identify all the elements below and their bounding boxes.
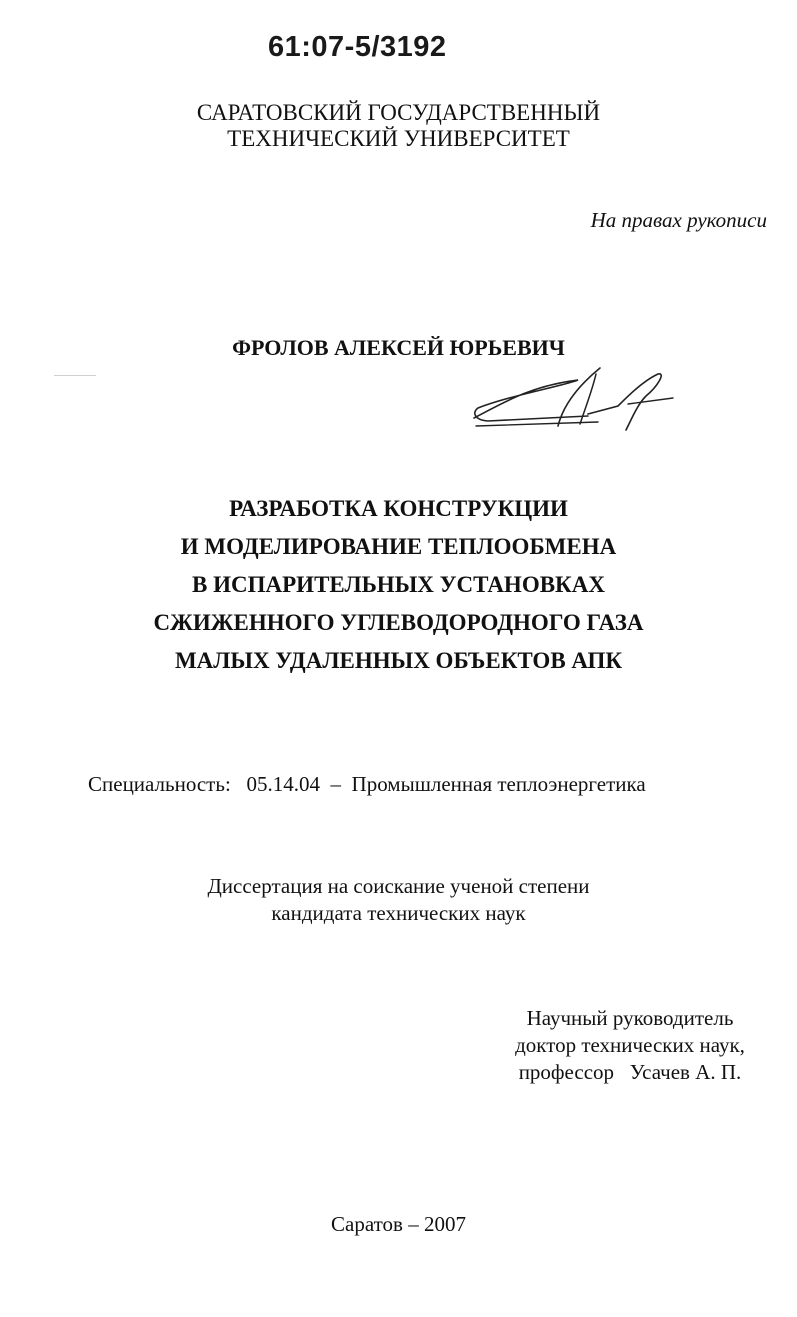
title-line-1: РАЗРАБОТКА КОНСТРУКЦИИ [229, 496, 568, 521]
supervisor-line-3: профессор Усачев А. П. [518, 1060, 742, 1084]
title-line-5: МАЛЫХ УДАЛЕННЫХ ОБЪЕКТОВ АПК [174, 648, 623, 673]
title-line-3: В ИСПАРИТЕЛЬНЫХ УСТАНОВКАХ [192, 572, 605, 597]
dissertation-line-1: Диссертация на соискание ученой степени [207, 874, 590, 898]
university-name-line-1: САРАТОВСКИЙ ГОСУДАРСТВЕННЫЙ [196, 100, 601, 125]
author-name: ФРОЛОВ АЛЕКСЕЙ ЮРЬЕВИЧ [232, 335, 565, 360]
margin-mark [54, 375, 96, 376]
manuscript-rights-note: На правах рукописи [590, 208, 767, 232]
dissertation-line-2: кандидата технических наук [271, 901, 526, 925]
catalog-number: 61:07-5/3192 [268, 31, 447, 63]
supervisor-line-2: доктор технических наук, [515, 1033, 745, 1057]
university-name-line-2: ТЕХНИЧЕСКИЙ УНИВЕРСИТЕТ [227, 126, 570, 151]
author-signature [468, 366, 678, 436]
title-line-2: И МОДЕЛИРОВАНИЕ ТЕПЛООБМЕНА [180, 534, 617, 559]
city-year: Саратов – 2007 [331, 1212, 466, 1236]
supervisor-line-1: Научный руководитель [526, 1006, 734, 1030]
specialty-line: Специальность: 05.14.04 – Промышленная теплоэнергетика [88, 772, 646, 796]
title-line-4: СЖИЖЕННОГО УГЛЕВОДОРОДНОГО ГАЗА [153, 610, 644, 635]
